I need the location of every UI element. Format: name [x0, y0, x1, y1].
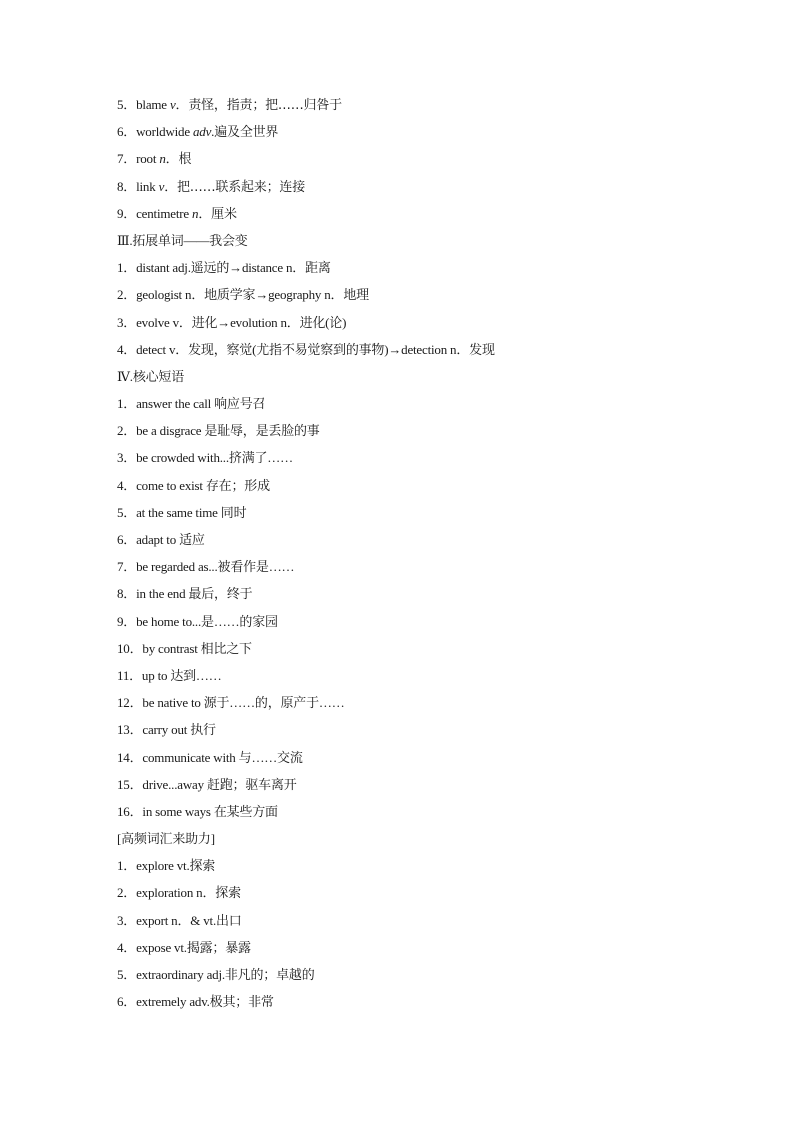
item-meaning: 把……联系起来；连接	[177, 179, 306, 195]
item-separator: .	[211, 124, 215, 140]
item-text: in the end 最后，终于	[136, 586, 253, 602]
item-number: 3．	[117, 450, 137, 466]
list-item	[117, 526, 757, 553]
item-number: 1．	[117, 858, 137, 874]
item-pos: adv	[192, 124, 212, 140]
item-number: 2．	[117, 287, 137, 303]
list-item	[117, 336, 757, 363]
list-item	[117, 988, 757, 1015]
section-heading-high-frequency: [高频词汇来助力]	[117, 831, 215, 847]
item-text: be home to...是……的家园	[136, 613, 278, 629]
item-number: 11．	[117, 667, 142, 683]
list-item	[117, 309, 757, 336]
item-meaning: 遍及全世界	[214, 125, 279, 141]
list-item	[117, 961, 757, 988]
item-separator: ．	[175, 97, 189, 112]
item-text: be crowded with...挤满了……	[136, 450, 293, 466]
list-item	[117, 254, 757, 281]
item-text: carry out 执行	[142, 722, 216, 738]
list-item	[117, 608, 757, 635]
item-meaning: 责怪，指责；把……归咎于	[188, 98, 342, 113]
item-number: 13．	[117, 722, 143, 738]
item-number: 3．	[117, 912, 137, 928]
item-text: explore vt.探索	[136, 858, 216, 874]
item-text: come to exist 存在；形成	[136, 477, 270, 493]
item-number: 8．	[117, 178, 137, 194]
list-item	[117, 145, 757, 172]
item-separator: ．	[198, 205, 212, 221]
item-number: 6．	[117, 994, 137, 1010]
item-text: drive...away 赶跑；驱车离开	[142, 776, 297, 792]
item-word: blame	[136, 97, 167, 112]
list-item	[117, 771, 757, 798]
item-separator: ．	[165, 151, 179, 167]
item-pos: v	[169, 97, 176, 112]
item-text: communicate with 与……交流	[142, 749, 303, 765]
item-separator: ．	[164, 178, 177, 194]
list-item	[117, 444, 757, 471]
list-item	[117, 635, 757, 662]
item-pos: v	[158, 178, 165, 194]
item-number: 1．	[117, 260, 137, 276]
item-text: distant adj.遥远的→distance n．距离	[136, 260, 331, 276]
item-number: 5．	[117, 97, 137, 112]
item-text: extremely adv.极其；非常	[136, 994, 274, 1010]
item-text: be native to 源于……的，原产于……	[142, 695, 345, 711]
list-item	[117, 879, 757, 906]
list-item	[117, 200, 757, 227]
item-word: worldwide	[136, 124, 190, 140]
item-number: 4．	[117, 477, 137, 493]
item-number: 7．	[117, 559, 137, 575]
item-meaning: 厘米	[211, 206, 237, 222]
item-word: centimetre	[136, 205, 189, 221]
list-item	[117, 907, 757, 934]
item-number: 12．	[117, 695, 143, 711]
list-item	[117, 472, 757, 499]
list-item	[117, 553, 757, 580]
item-number: 4．	[117, 341, 137, 357]
list-item	[117, 118, 757, 145]
vocabulary-list	[117, 91, 757, 1015]
list-item	[117, 798, 757, 825]
item-number: 10．	[117, 640, 143, 656]
item-pos: n	[192, 205, 199, 221]
item-number: 16．	[117, 803, 143, 819]
item-word: link	[136, 178, 156, 194]
item-number: 6．	[117, 124, 137, 140]
item-text: expose vt.揭露；暴露	[136, 939, 251, 955]
item-text: export n．& vt.出口	[136, 912, 242, 928]
list-item	[117, 716, 757, 743]
item-text: evolve v．进化→evolution n．进化(论)	[136, 314, 347, 330]
item-text: extraordinary adj.非凡的；卓越的	[136, 967, 315, 982]
item-text: in some ways 在某些方面	[142, 803, 278, 819]
list-item	[117, 417, 757, 444]
list-item	[117, 689, 757, 716]
item-meaning: 根	[178, 152, 192, 168]
item-number: 8．	[117, 586, 137, 602]
item-number: 15．	[117, 776, 143, 792]
item-number: 9．	[117, 613, 137, 629]
list-item	[117, 499, 757, 526]
item-word: root	[136, 151, 157, 167]
list-item	[117, 852, 757, 879]
item-text: answer the call 响应号召	[136, 396, 266, 412]
item-text: detect v．发现，察觉(尤指不易觉察到的事物)→detection n．发现	[136, 341, 495, 357]
item-text: up to 达到……	[141, 667, 222, 683]
list-item	[117, 662, 757, 689]
list-item	[117, 580, 757, 607]
item-text: by contrast 相比之下	[142, 640, 252, 656]
item-text: be regarded as...被看作是……	[136, 559, 295, 575]
list-item	[117, 934, 757, 961]
list-item	[117, 744, 757, 771]
item-number: 2．	[117, 423, 137, 439]
item-text: exploration n．探索	[136, 885, 241, 901]
item-number: 7．	[117, 151, 137, 167]
item-number: 9．	[117, 205, 137, 221]
list-item	[117, 91, 757, 118]
item-number: 6．	[117, 532, 137, 547]
item-number: 14．	[117, 749, 143, 765]
item-text: at the same time 同时	[136, 504, 247, 520]
list-item	[117, 281, 757, 308]
item-number: 2．	[117, 885, 137, 901]
list-item	[117, 390, 757, 417]
item-number: 3．	[117, 314, 137, 330]
section-heading-extended-words: Ⅲ.拓展单词——我会变	[117, 232, 248, 248]
item-text: adapt to 适应	[136, 532, 205, 547]
item-number: 5．	[117, 504, 137, 520]
section-heading-core-phrases: Ⅳ.核心短语	[117, 368, 185, 384]
item-number: 5．	[117, 967, 137, 982]
item-text: geologist n．地质学家→geography n．地理	[136, 287, 369, 303]
item-text: be a disgrace 是耻辱，是丢脸的事	[136, 423, 320, 439]
item-pos: n	[159, 151, 166, 167]
list-item	[117, 173, 757, 200]
item-number: 1．	[117, 396, 137, 412]
item-number: 4．	[117, 939, 137, 955]
